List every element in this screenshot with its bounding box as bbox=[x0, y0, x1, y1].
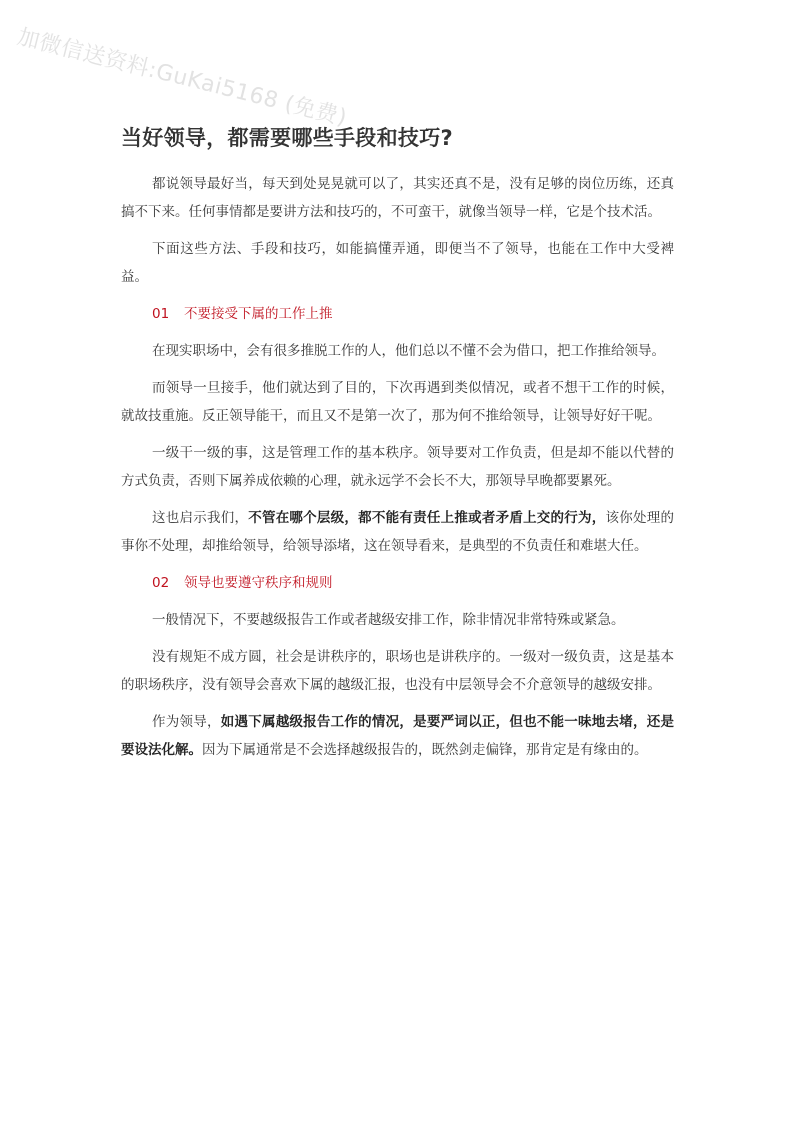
section-number: 02 bbox=[152, 575, 170, 591]
intro-paragraph-1: 都说领导最好当，每天到处晃晃就可以了，其实还真不是，没有足够的岗位历练，还真搞不下来。任何事情都是要讲方法和技巧的，不可蛮干，就像当领导一样，它是个技术活。 bbox=[121, 176, 674, 220]
paragraph: 一般情况下，不要越级报告工作或者越级安排工作，除非情况非常特殊或紧急。 bbox=[152, 612, 625, 628]
section-heading-text: 领导也要遵守秩序和规则 bbox=[184, 575, 333, 591]
text-run: 作为领导， bbox=[152, 714, 221, 730]
paragraph: 在现实职场中，会有很多推脱工作的人，他们总以不懂不会为借口，把工作推给领导。 bbox=[152, 343, 665, 359]
document-page bbox=[121, 122, 674, 773]
text-run: 因为下属通常是不会选择越级报告的，既然剑走偏锋，那肯定是有缘由的。 bbox=[202, 742, 648, 758]
section-heading-text: 不要接受下属的工作上推 bbox=[184, 306, 333, 322]
text-run: 这也启示我们， bbox=[152, 510, 249, 526]
emphasis-text: 如遇下属越级报告工作的情况，是要严词以正，但也不能一味地去堵，还是要设法化解。 bbox=[121, 714, 675, 758]
paragraph: 而领导一旦接手，他们就达到了目的，下次再遇到类似情况，或者不想干工作的时候，就故技重施。反正领导能干，而且又不是第一次了，那为何不推给领导，让领导好好干呢。 bbox=[121, 380, 674, 424]
section-number: 01 bbox=[152, 306, 170, 322]
text-run: 该你处理的事你不处理，却推给领导，给领导添堵，这在领导看来，是典型的不负责任和难堪大任。 bbox=[121, 510, 675, 554]
section-heading-2 bbox=[121, 569, 674, 597]
emphasis-text: 不管在哪个层级，都不能有责任上推或者矛盾上交的行为， bbox=[248, 510, 606, 526]
paragraph-with-emphasis bbox=[121, 708, 674, 764]
intro-paragraph-2: 下面这些方法、手段和技巧，如能搞懂弄通，即便当不了领导，也能在工作中大受裨益。 bbox=[121, 241, 674, 285]
page-title: 当好领导，都需要哪些手段和技巧? bbox=[121, 126, 453, 150]
watermark: 加微信送资料:GuKai5168 (免费) bbox=[14, 24, 350, 132]
paragraph: 一级干一级的事，这是管理工作的基本秩序。领导要对工作负责，但是却不能以代替的方式负责，否则下属养成依赖的心理，就永远学不会长不大，那领导早晚都要累死。 bbox=[121, 445, 674, 489]
paragraph: 没有规矩不成方圆，社会是讲秩序的，职场也是讲秩序的。一级对一级负责，这是基本的职场秩序，没有领导会喜欢下属的越级汇报，也没有中层领导会不介意领导的越级安排。 bbox=[121, 649, 674, 693]
section-heading-1 bbox=[121, 300, 674, 328]
paragraph-with-emphasis bbox=[121, 504, 674, 560]
